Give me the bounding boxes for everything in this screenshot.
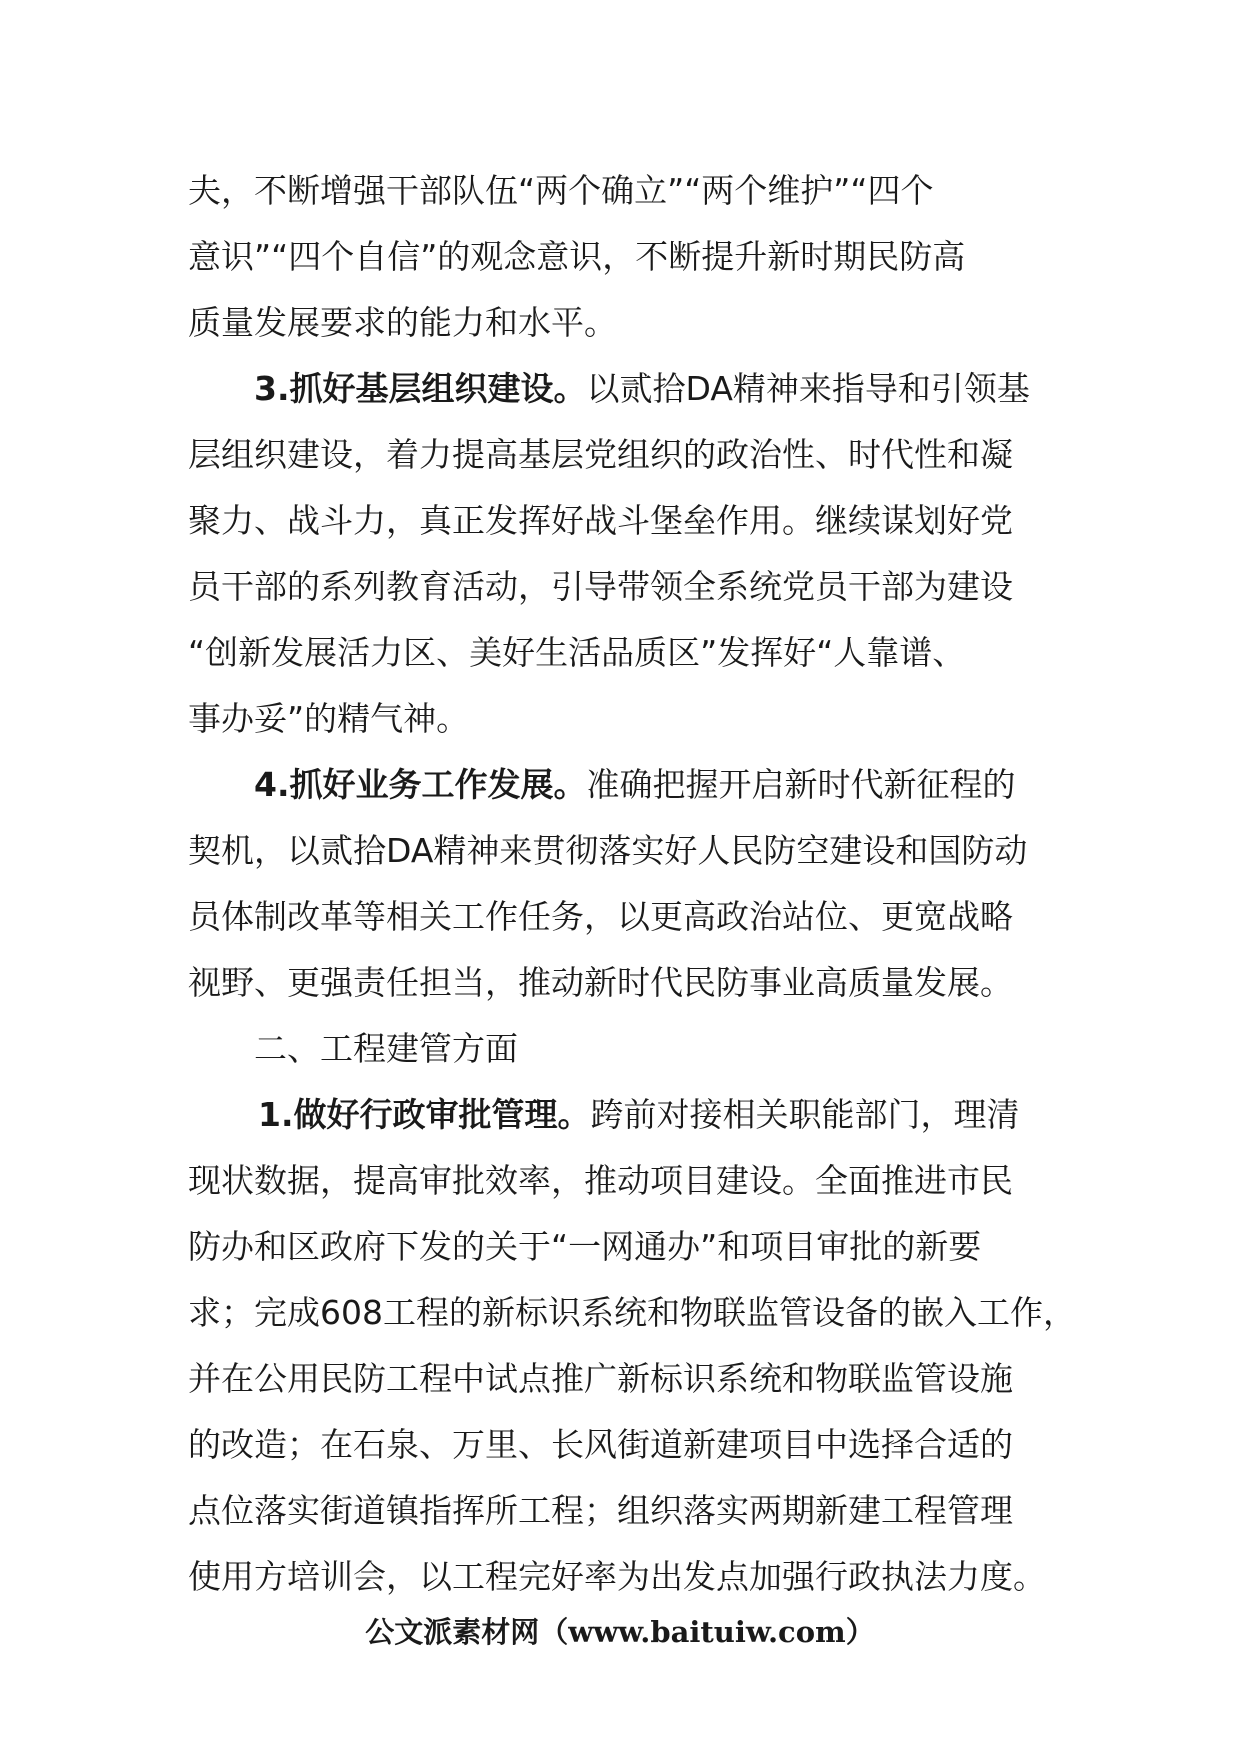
text-line: 质量发展要求的能力和水平。 (188, 303, 617, 342)
chapter-heading: 二、工程建管方面 (254, 1029, 518, 1068)
section-heading-line (188, 356, 1068, 422)
watermark-footer: 公文派素材网（www.baituiw.com） (365, 1615, 875, 1649)
text-line: 员体制改革等相关工作任务，以更高政治站位、更宽战略 (188, 897, 1013, 936)
text-line: 员干部的系列教育活动，引导带领全系统党员干部为建设 (188, 567, 1013, 606)
text-line: 意识”“四个自信”的观念意识，不断提升新时期民防高 (188, 237, 966, 276)
text-line: 使用方培训会，以工程完好率为出发点加强行政执法力度。 (188, 1557, 1046, 1596)
text-line: 求；完成608工程的新标识系统和物联监管设备的嵌入工作， (188, 1293, 1076, 1332)
text-line: 夫，不断增强干部队伍“两个确立”“两个维护”“四个 (188, 171, 934, 210)
text-line: 的改造；在石泉、万里、长风街道新建项目中选择合适的 (188, 1425, 1013, 1464)
text-line: 防办和区政府下发的关于“一网通办”和项目审批的新要 (188, 1227, 982, 1266)
text-run: 以贰拾DA精神来指导和引领基 (586, 369, 1030, 408)
section-heading: 4.抓好业务工作发展。 (254, 765, 587, 804)
text-line: 并在公用民防工程中试点推广新标识系统和物联监管设施 (188, 1359, 1013, 1398)
section-heading: 1.做好行政审批管理。 (258, 1095, 591, 1134)
section-heading-line (188, 1082, 1068, 1148)
text-line: 契机，以贰拾DA精神来贯彻落实好人民防空建设和国防动 (188, 831, 1028, 870)
text-run: 准确把握开启新时代新征程的 (586, 765, 1016, 804)
text-line: 聚力、战斗力，真正发挥好战斗堡垒作用。继续谋划好党 (188, 501, 1013, 540)
text-line: “创新发展活力区、美好生活品质区”发挥好“人靠谱、 (188, 633, 966, 672)
text-line: 现状数据，提高审批效率，推动项目建设。全面推进市民 (188, 1161, 1013, 1200)
section-heading: 3.抓好基层组织建设。 (254, 369, 587, 408)
section-heading-line (188, 752, 1068, 818)
text-run: 跨前对接相关职能部门，理清 (590, 1095, 1020, 1134)
text-line: 点位落实街道镇指挥所工程；组织落实两期新建工程管理 (188, 1491, 1013, 1530)
text-line: 事办妥”的精气神。 (188, 699, 470, 738)
text-line: 视野、更强责任担当，推动新时代民防事业高质量发展。 (188, 963, 1013, 1002)
document-body (188, 158, 1076, 1610)
text-line: 层组织建设，着力提高基层党组织的政治性、时代性和凝 (188, 435, 1013, 474)
